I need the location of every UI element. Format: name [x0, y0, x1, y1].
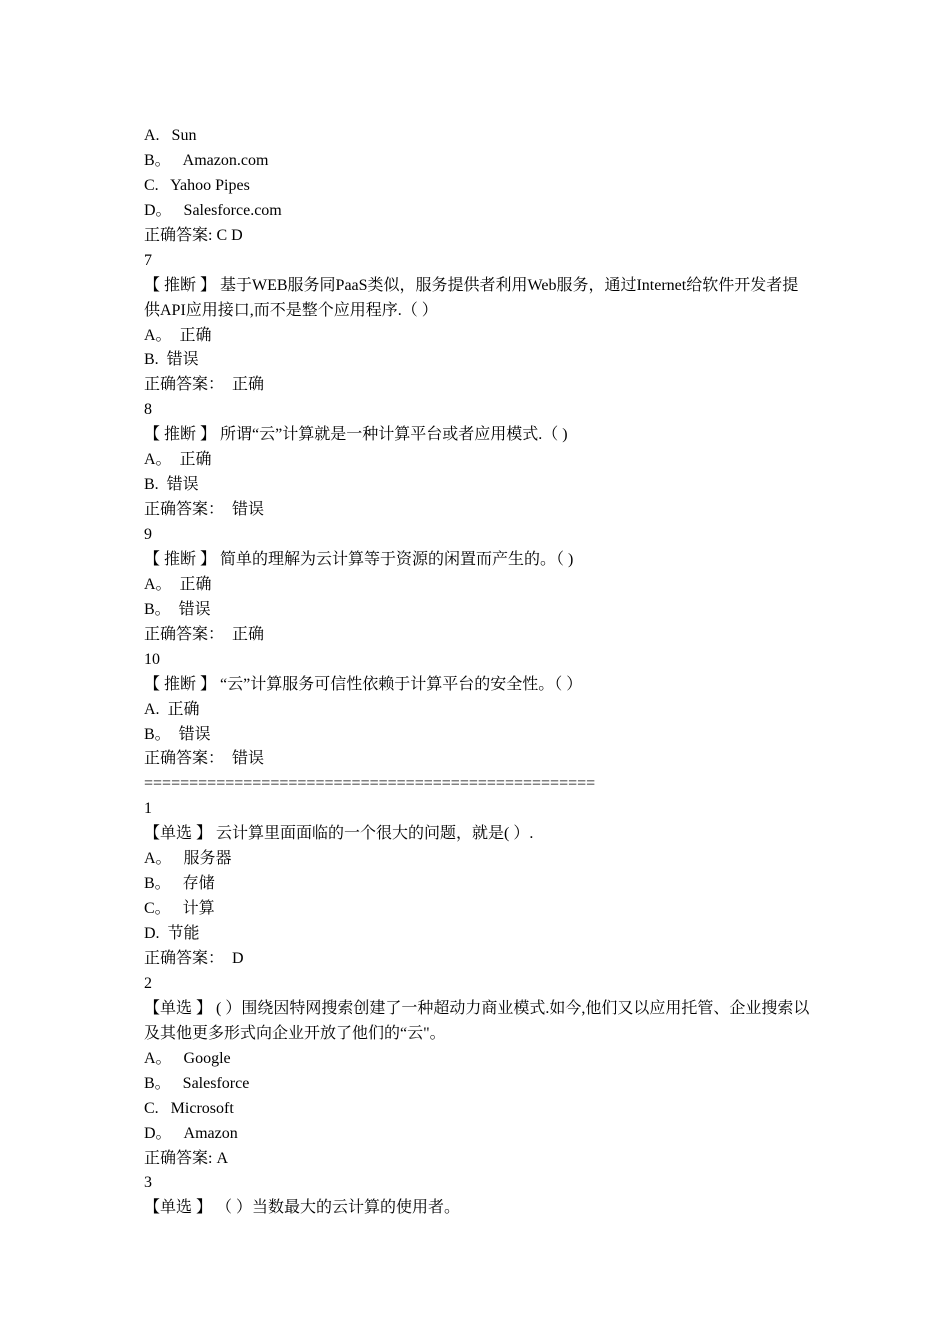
correct-answer: 正确答案： 正确: [144, 625, 265, 643]
option-b: B。 存储: [144, 875, 215, 893]
option-b: B. 错误: [144, 351, 199, 369]
correct-answer: 正确答案： D: [144, 949, 244, 967]
correct-answer: 正确答案: C D: [144, 226, 243, 244]
option-a: A。 服务器: [144, 850, 232, 868]
question-number: 2: [144, 974, 152, 992]
correct-answer: 正确答案： 错误: [144, 750, 265, 768]
option-c: C. Microsoft: [144, 1099, 234, 1117]
question-number: 3: [144, 1174, 152, 1192]
question-text: 【 推断 】 “云”计算服务可信性依赖于计算平台的安全性。（ ）: [144, 675, 583, 693]
question-text: 【单选 】 ( ）围绕因特网搜索创建了一种超动力商业模式.如今,他们又以应用托管、企业搜索以及其他更多形式向企业开放了他们的“云"。: [144, 999, 810, 1042]
question-text: 【 推断 】 所谓“云”计算就是一种计算平台或者应用模式.（ ): [144, 426, 568, 444]
document-page: [144, 124, 814, 1221]
question-text: 【单选 】 云计算里面面临的一个很大的问题，就是( ）.: [144, 825, 534, 843]
question-text: 【单选 】 （ ）当数最大的云计算的使用者。: [144, 1199, 461, 1217]
correct-answer: 正确答案: A: [144, 1149, 229, 1167]
option-a: A。 Google: [144, 1049, 231, 1067]
correct-answer: 正确答案： 正确: [144, 376, 265, 394]
question-number: 9: [144, 526, 152, 544]
option-b: B。 Salesforce: [144, 1074, 250, 1092]
option-c: C. Yahoo Pipes: [144, 176, 250, 194]
option-b: B. 错误: [144, 476, 199, 494]
question-number: 7: [144, 251, 152, 269]
option-b: B。 错误: [144, 725, 211, 743]
option-c: C。 计算: [144, 900, 215, 918]
question-text: 【 推断 】 简单的理解为云计算等于资源的闲置而产生的。（ ): [144, 550, 574, 568]
section-separator: ==================================================: [144, 775, 596, 793]
option-d: D。 Amazon: [144, 1124, 238, 1142]
option-d: D. 节能: [144, 925, 200, 943]
option-b: B。 Amazon.com: [144, 151, 269, 169]
option-a: A. 正确: [144, 700, 200, 718]
option-a: A。 正确: [144, 575, 212, 593]
option-d: D。 Salesforce.com: [144, 201, 282, 219]
option-a: A. Sun: [144, 127, 197, 144]
question-text: 【 推断 】 基于WEB服务同PaaS类似，服务提供者利用Web服务，通过Internet给软件开发者提供API应用接口,而不是整个应用程序.（ ）: [144, 276, 799, 319]
question-number: 8: [144, 401, 152, 419]
question-number: 10: [144, 650, 160, 668]
question-number: 1: [144, 800, 152, 818]
option-a: A。 正确: [144, 451, 212, 469]
option-a: A。 正确: [144, 326, 212, 344]
option-b: B。 错误: [144, 600, 211, 618]
correct-answer: 正确答案： 错误: [144, 501, 265, 519]
